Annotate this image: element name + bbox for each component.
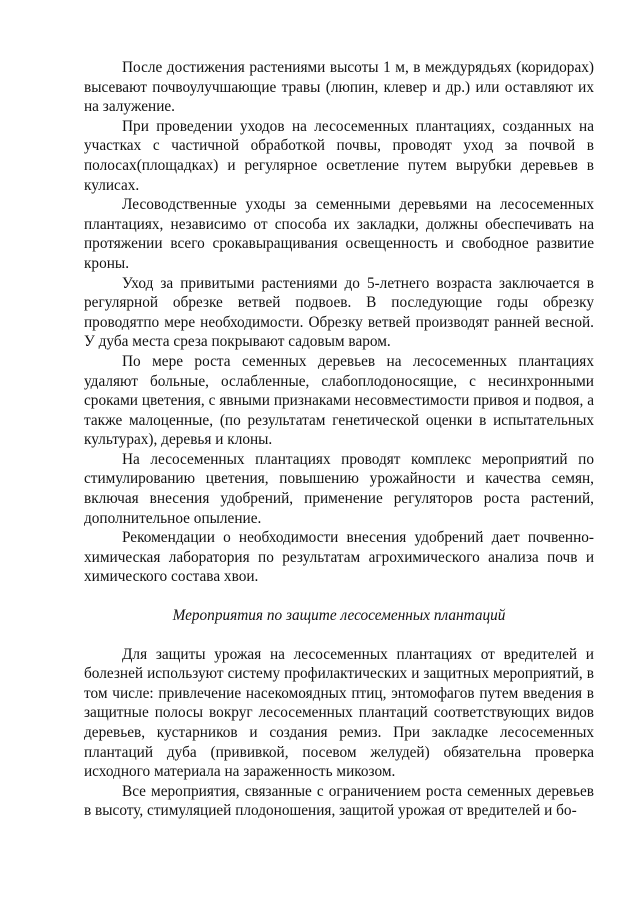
paragraph-1: После достижения растениями высоты 1 м, в междурядьях (коридорах) высевают почвоулучшающие травы (люпин, клевер и др.) или оставляют их на залужение. bbox=[84, 59, 594, 116]
paragraph-6: На лесосеменных плантациях проводят комплекс мероприятий по стимулированию цветения, повышению урожайности и качества семян, включая внесения удобрений, применение регуляторов роста растений, дополнительное опыление. bbox=[84, 450, 594, 527]
paragraph-8: Для защиты урожая на лесосеменных плантациях от вредителей и болезней используют систему профилактических и защитных мероприятий, в том числе: привлечение насекомоядных птиц, энтомофагов путем введения в защитные полосы вокруг лесосеменных плантаций соответствующих видов деревьев, кустарников и создания ремиз. При закладке лесосеменных плантаций дуба (прививкой, посевом желудей) обязательна проверка исходного материала на зараженность микозом. bbox=[84, 645, 594, 781]
paragraph-4: Уход за привитыми растениями до 5-летнего возраста заключается в регулярной обрезке ветвей подвоев. В последующие годы обрезку проводятпо мере необходимости. Обрезку ветвей производят ранней весной. У дуба места среза покрывают садовым варом. bbox=[84, 274, 594, 351]
section-heading: Мероприятия по защите лесосеменных плантаций bbox=[172, 607, 506, 625]
paragraph-7: Рекомендации о необходимости внесения удобрений дает почвенно-химическая лаборатория по результатам агрохимического анализа почв и химического состава хвои. bbox=[84, 529, 594, 586]
paragraph-3: Лесоводственные уходы за семенными деревьями на лесосеменных плантациях, независимо от способа их закладки, должны обеспечивать на протяжении всего срокавыращивания освещенность и свободное развитие кроны. bbox=[84, 196, 594, 272]
document-page bbox=[84, 58, 594, 821]
spacer bbox=[84, 587, 594, 606]
spacer bbox=[84, 626, 594, 645]
paragraph-5: По мере роста семенных деревьев на лесосеменных плантациях удаляют больные, ослабленные, слабоплодоносящие, с несинхронными сроками цветения, с явными признаками несовместимости привоя и подвоя, а также малоценные, (по результатам генетической оценки в испытательных культурах), деревья и клоны. bbox=[84, 352, 594, 449]
paragraph-9: Все мероприятия, связанные с ограничением роста семенных деревьев в высоту, стимуляцией плодоношения, защитой урожая от вредителей и бо- bbox=[84, 782, 594, 820]
paragraph-2: При проведении уходов на лесосеменных плантациях, созданных на участках с частичной обработкой почвы, проводят уход за почвой в полосах(площадках) и регулярное осветление путем вырубки деревьев в кулисах. bbox=[84, 117, 594, 194]
